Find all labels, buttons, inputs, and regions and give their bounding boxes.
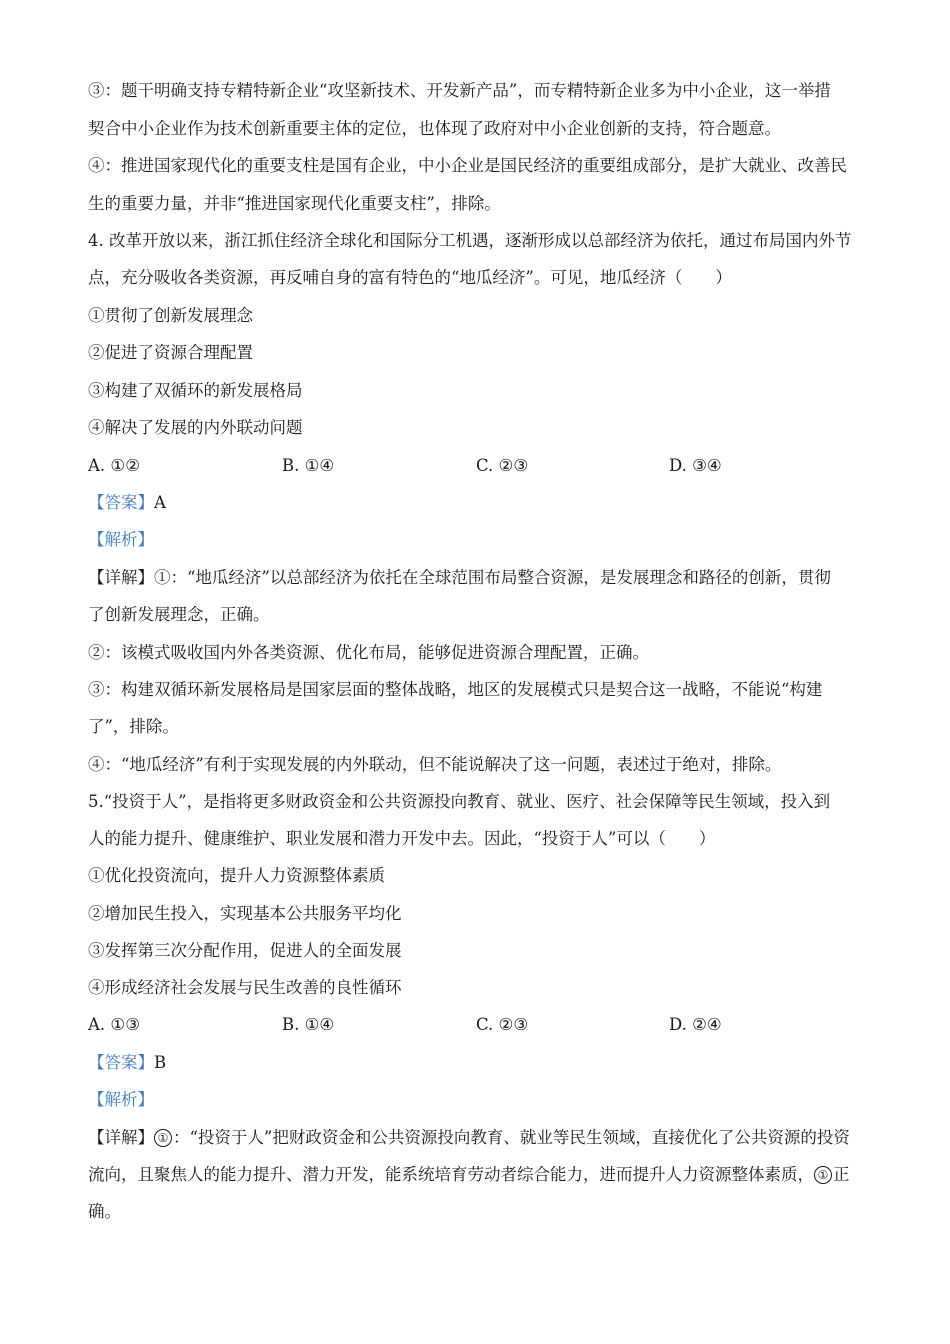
question-4-item: ①贯彻了创新发展理念 [88,306,253,325]
question-5-options [88,1014,868,1036]
answer-label: 【答案】 [88,493,154,512]
detail-line [88,1127,868,1149]
analysis-label-text: 【解析】 [88,1090,154,1109]
text-line: ③：题干明确支持专精特新企业“攻坚新技术、开发新产品”，而专精特新企业多为中小企业，这一举措 [88,81,831,100]
circled-number: ① [154,1129,172,1147]
analysis-label-text: 【解析】 [88,530,154,549]
text-line: 契合中小企业作为技术创新重要主体的定位，也体现了政府对中小企业创新的支持，符合题意。 [88,119,781,138]
option-b: B. ①④ [282,1015,335,1034]
question-4-stem-cont: 点，充分吸收各类资源，再反哺自身的富有特色的“地瓜经济”。可见，地瓜经济（ ） [88,268,732,287]
analysis-label [88,529,868,551]
answer-line [88,1052,868,1074]
detail-text: ①：“地瓜经济”以总部经济为依托在全球范围布局整合资源，是发展理念和路径的创新，贯彻 [154,568,831,587]
option-b: B. ①④ [282,456,335,475]
question-5-item: ②增加民生投入，实现基本公共服务平均化 [88,904,402,923]
question-4-item: ②促进了资源合理配置 [88,343,253,362]
answer-label: 【答案】 [88,1053,154,1072]
option-a: A. ①③ [88,1015,140,1034]
question-5-item: ①优化投资流向，提升人力资源整体素质 [88,866,385,885]
detail-text: 流向，且聚焦人的能力提升、潜力开发，能系统培育劳动者综合能力，进而提升人力资源整体素质， [88,1165,814,1184]
text-line: ④：推进国家现代化的重要支柱是国有企业，中小企业是国民经济的重要组成部分，是扩大就业、改善民 [88,156,847,175]
circled-number: ① [814,1166,832,1184]
option-c: C. ②③ [476,456,529,475]
answer-line [88,492,868,514]
text-line: ②：该模式吸收国内外各类资源、优化布局，能够促进资源合理配置，正确。 [88,643,649,662]
text-line: 了”，排除。 [88,717,179,736]
detail-line [88,567,868,589]
question-4-stem: 4. 改革开放以来，浙江抓住经济全球化和国际分工机遇，逐渐形成以总部经济为依托，通过布局国内外节 [88,231,852,250]
option-d: D. ②④ [669,1015,722,1034]
detail-label: 【详解】 [88,568,154,587]
option-d: D. ③④ [669,456,722,475]
text-line: ③：构建双循环新发展格局是国家层面的整体战略，地区的发展模式只是契合这一战略，不能说“构建 [88,680,823,699]
answer-value: A [154,493,166,512]
text-line [88,1164,868,1186]
text-line: ④：“地瓜经济”有利于实现发展的内外联动，但不能说解决了这一问题，表述过于绝对，排除。 [88,755,782,774]
question-5-stem: 5.“投资于人”，是指将更多财政资金和公共资源投向教育、就业、医疗、社会保障等民生领域，投入到 [88,792,831,811]
question-5-item: ④形成经济社会发展与民生改善的良性循环 [88,978,402,997]
option-a: A. ①② [88,456,140,475]
question-4-item: ④解决了发展的内外联动问题 [88,418,303,437]
answer-value: B [154,1053,167,1072]
detail-text: ：“投资于人”把财政资金和公共资源投向教育、就业等民生领域，直接优化了公共资源的投资 [173,1128,850,1147]
question-4-options [88,455,868,477]
text-line: 生的重要力量，并非“推进国家现代化重要支柱”，排除。 [88,194,501,213]
detail-label: 【详解】 [88,1128,154,1147]
question-5-stem-cont: 人的能力提升、健康维护、职业发展和潜力开发中去。因此，“投资于人”可以（ ） [88,829,716,848]
detail-text: 正 [833,1165,850,1184]
analysis-label [88,1089,868,1111]
option-c: C. ②③ [476,1015,529,1034]
text-line: 确。 [88,1202,121,1221]
text-line: 了创新发展理念，正确。 [88,605,270,624]
question-4-item: ③构建了双循环的新发展格局 [88,381,303,400]
question-5-item: ③发挥第三次分配作用，促进人的全面发展 [88,941,402,960]
